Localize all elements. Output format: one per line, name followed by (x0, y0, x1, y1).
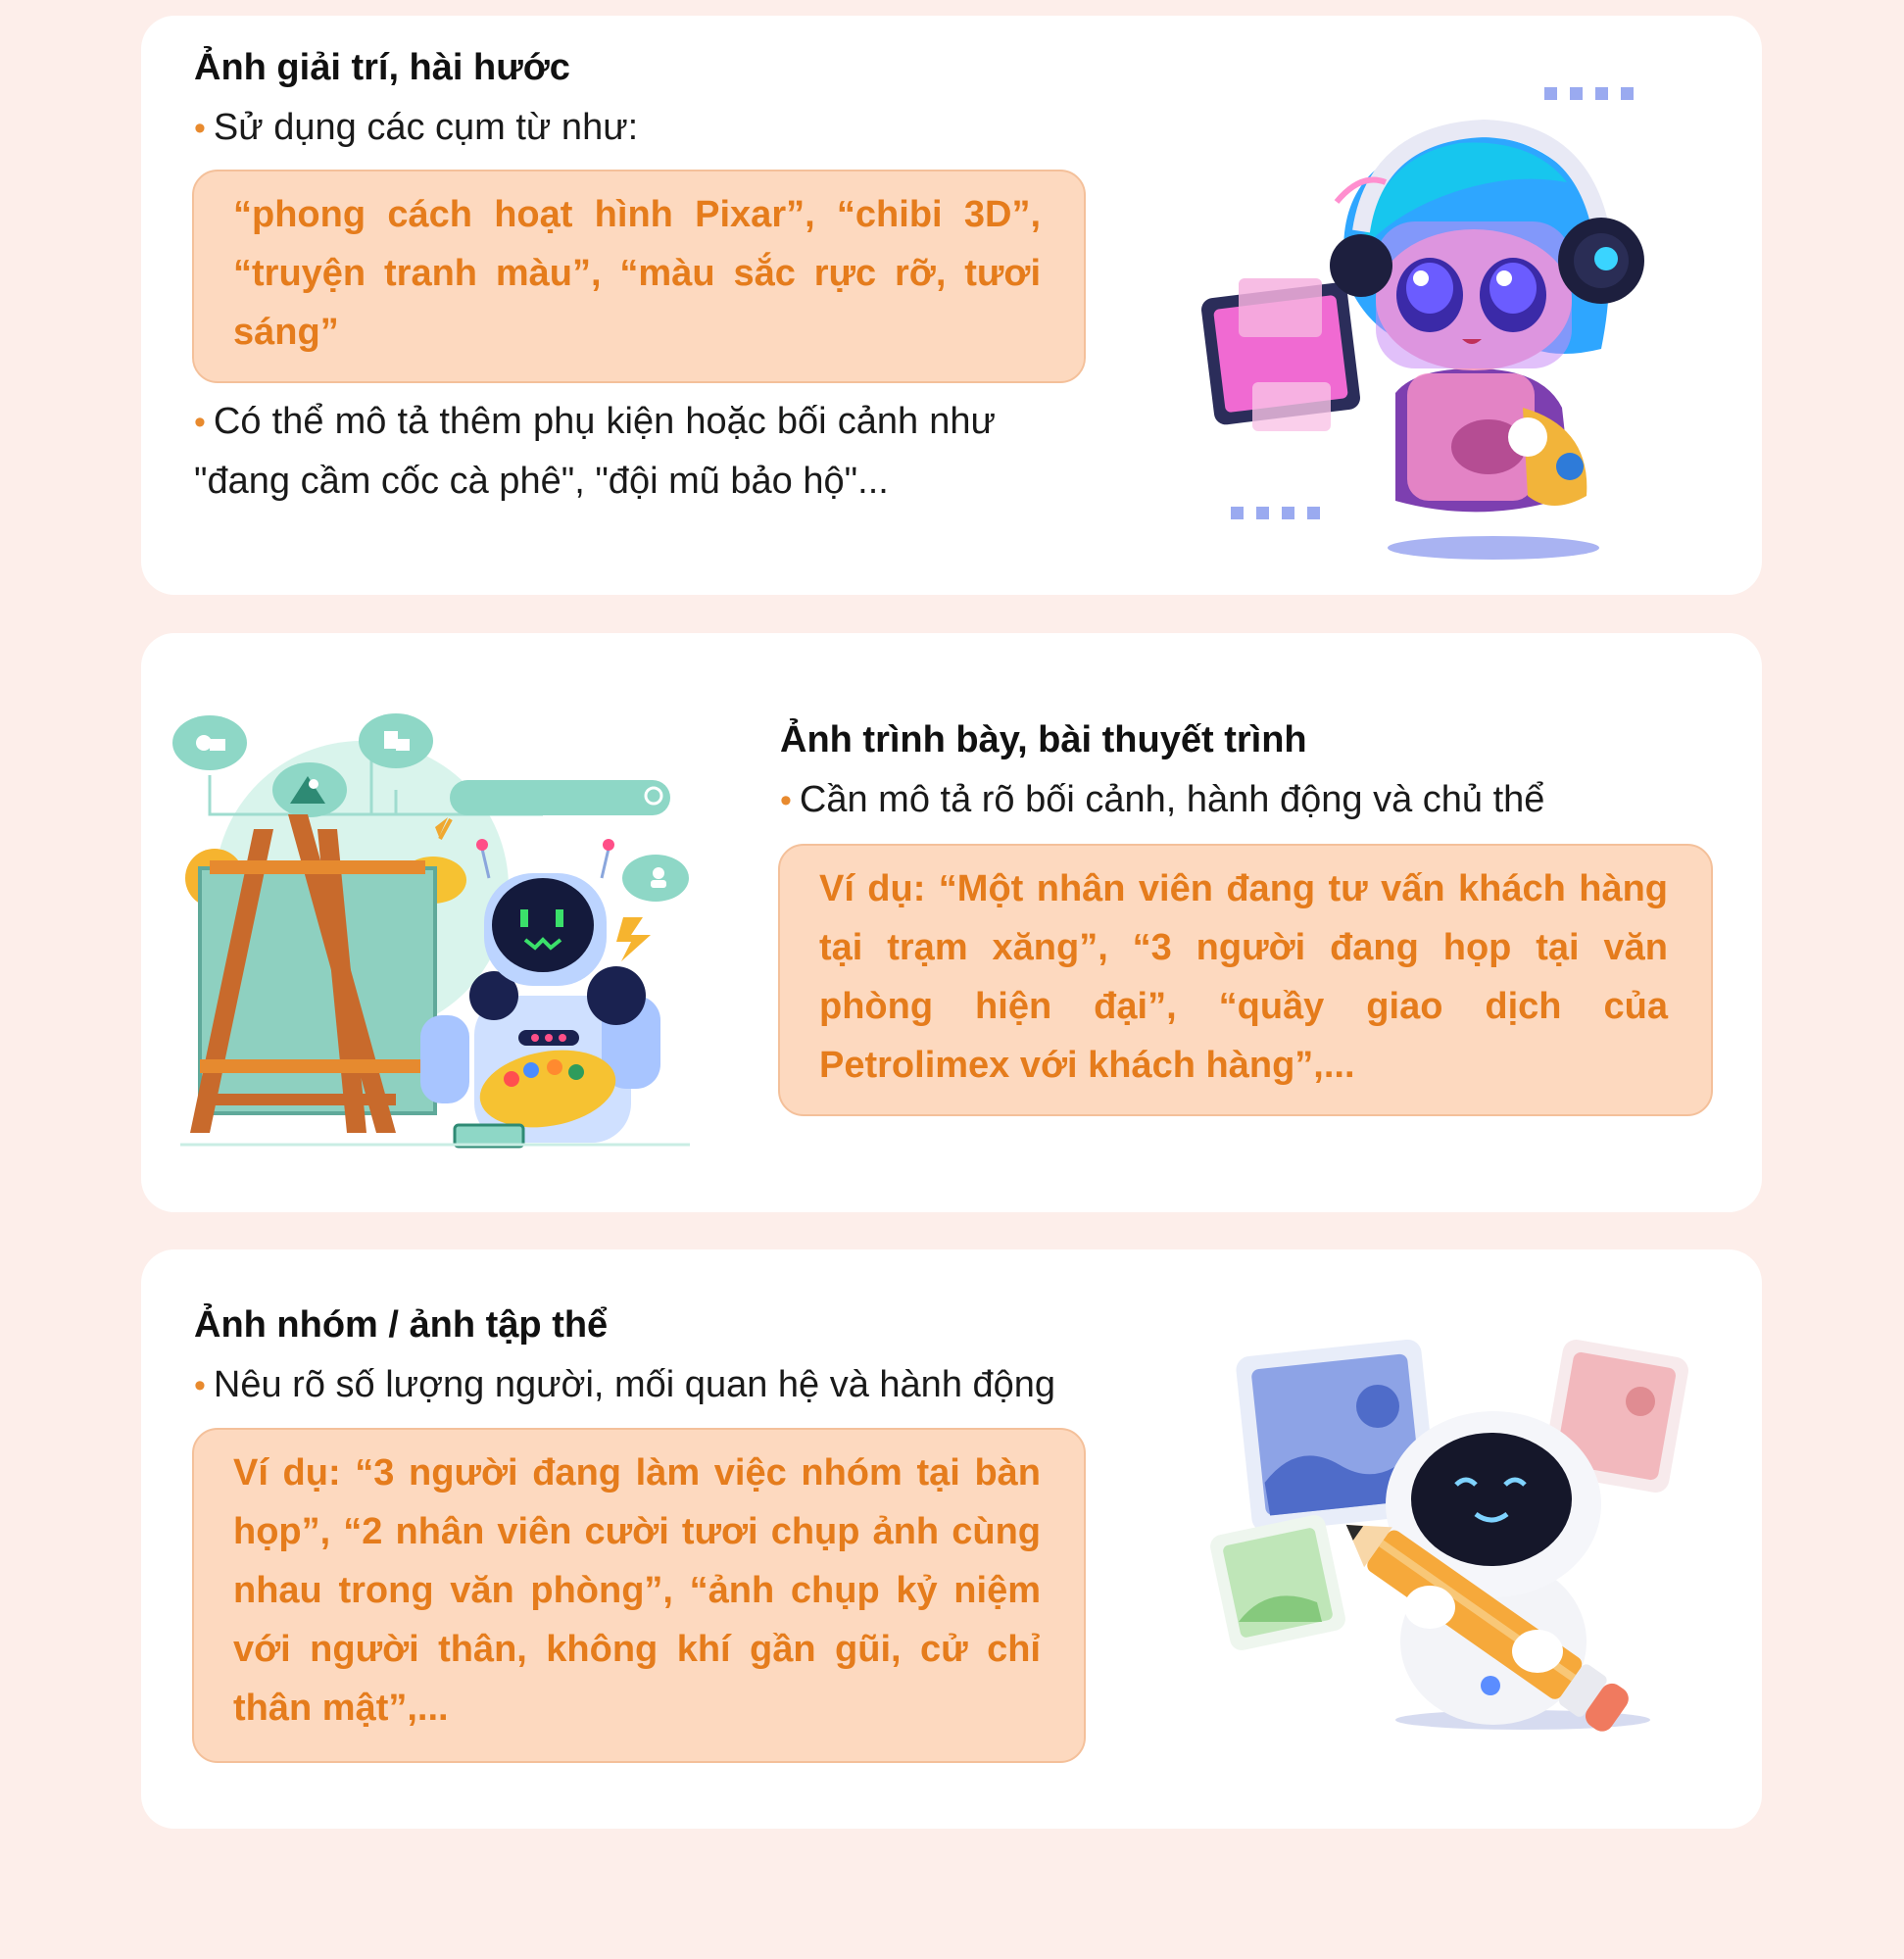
bullet-item (194, 392, 996, 511)
shapes-icon (359, 713, 433, 768)
robot-painter-illustration (171, 682, 700, 1152)
tablet-icon (1200, 278, 1362, 431)
section-title: Ảnh trình bày, bài thuyết trình (780, 719, 1307, 760)
section-card-presentation (141, 633, 1762, 1212)
bullet-text: Sử dụng các cụm từ như: (213, 107, 639, 148)
bullet-text: Cần mô tả rõ bối cảnh, hành động và chủ thể (799, 779, 1545, 820)
robot-pencil-illustration (1199, 1328, 1709, 1788)
example-quote-box: Ví dụ: “Một nhân viên đang tư vấn khách hàng tại trạm xăng”, “3 người đang họp tại văn phòng hiện đại”, “quầy giao dịch của Petrolimex với khách hàng”,... (778, 844, 1713, 1116)
section-card-entertainment (141, 16, 1762, 595)
bullet-text: Có thể mô tả thêm phụ kiện hoặc bối cảnh như "đang cầm cốc cà phê", "đội mũ bảo hộ"... (194, 401, 996, 502)
bullet-dot-icon: • (194, 110, 206, 147)
bullet-item (194, 1355, 1135, 1415)
section-title: Ảnh nhóm / ảnh tập thể (194, 1304, 609, 1346)
bullet-item (194, 98, 1037, 158)
cloud-icon (172, 715, 247, 770)
example-quote-box: Ví dụ: “3 người đang làm việc nhóm tại bàn họp”, “2 nhân viên cười tươi chụp ảnh cùng nhau trong văn phòng”, “ảnh chụp kỷ niệm với người thân, không khí gần gũi, cử chỉ thân mật”,... (192, 1428, 1086, 1763)
section-title: Ảnh giải trí, hài hước (194, 47, 570, 88)
user-signal-icon (622, 855, 689, 902)
image-icon (272, 762, 347, 817)
bullet-dot-icon: • (194, 404, 206, 441)
example-quote-box: “phong cách hoạt hình Pixar”, “chibi 3D”, “truyện tranh màu”, “màu sắc rực rỡ, tươi sáng” (192, 170, 1086, 383)
bullet-dot-icon: • (780, 782, 792, 819)
bullet-text: Nêu rõ số lượng người, mối quan hệ và hành động (213, 1364, 1056, 1405)
lightning-icon (616, 917, 651, 961)
section-card-group-photo (141, 1249, 1762, 1829)
green-picture-icon (1208, 1513, 1347, 1652)
bullet-item (780, 770, 1721, 830)
robot-girl-illustration (1190, 55, 1738, 574)
bullet-dot-icon: • (194, 1367, 206, 1404)
